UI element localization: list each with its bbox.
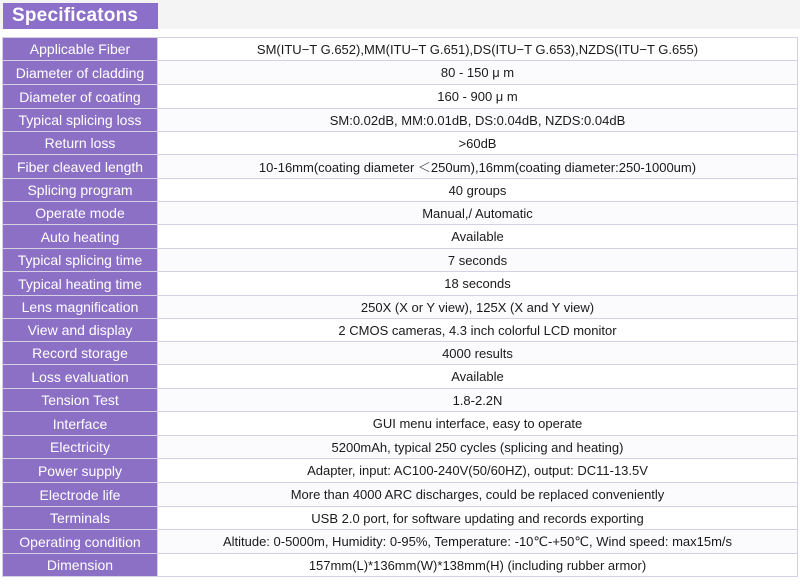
- table-row: [3, 225, 798, 249]
- spec-value: Available: [158, 225, 798, 249]
- spec-label: Record storage: [3, 342, 158, 365]
- spec-value: 250X (X or Y view), 125X (X and Y view): [158, 296, 798, 319]
- spec-value: Available: [158, 365, 798, 389]
- table-row: [3, 38, 798, 61]
- spec-label: Typical splicing time: [3, 249, 158, 272]
- spec-label: Tension Test: [3, 389, 158, 412]
- spec-value: 157mm(L)*136mm(W)*138mm(H) (including rubber armor): [158, 554, 798, 577]
- table-row: [3, 319, 798, 342]
- spec-label: Auto heating: [3, 225, 158, 249]
- spec-value: Altitude: 0-5000m, Humidity: 0-95%, Temperature: -10℃-+50℃, Wind speed: max15m/s: [158, 530, 798, 554]
- table-row: [3, 202, 798, 225]
- spec-label: Typical splicing loss: [3, 109, 158, 132]
- spec-label: Diameter of coating: [3, 85, 158, 109]
- spec-value: 18 seconds: [158, 272, 798, 296]
- spec-label: Typical heating time: [3, 272, 158, 296]
- divider: [0, 31, 800, 36]
- spec-value: 160 - 900 μ m: [158, 85, 798, 109]
- table-row: [3, 554, 798, 577]
- spec-value: 10-16mm(coating diameter ＜250um),16mm(coating diameter:250-1000um): [158, 155, 798, 179]
- spec-label: View and display: [3, 319, 158, 342]
- spec-value: USB 2.0 port, for software updating and records exporting: [158, 507, 798, 530]
- spec-label: Return loss: [3, 132, 158, 155]
- spec-value: 2 CMOS cameras, 4.3 inch colorful LCD monitor: [158, 319, 798, 342]
- page-title: Specificatons: [3, 3, 158, 29]
- spec-value: >60dB: [158, 132, 798, 155]
- table-row: [3, 412, 798, 436]
- spec-value: 1.8-2.2N: [158, 389, 798, 412]
- spec-label: Diameter of cladding: [3, 61, 158, 85]
- spec-label: Interface: [3, 412, 158, 436]
- spec-label: Loss evaluation: [3, 365, 158, 389]
- spec-value: SM(ITU−T G.652),MM(ITU−T G.651),DS(ITU−T G.653),NZDS(ITU−T G.655): [158, 38, 798, 61]
- table-row: [3, 296, 798, 319]
- spec-value: More than 4000 ARC discharges, could be replaced conveniently: [158, 483, 798, 507]
- table-row: [3, 459, 798, 483]
- spec-table-body: [3, 38, 798, 577]
- spec-label: Terminals: [3, 507, 158, 530]
- spec-value: Manual,/ Automatic: [158, 202, 798, 225]
- spec-label: Lens magnification: [3, 296, 158, 319]
- table-row: [3, 249, 798, 272]
- spec-label: Power supply: [3, 459, 158, 483]
- table-row: [3, 389, 798, 412]
- spec-value: SM:0.02dB, MM:0.01dB, DS:0.04dB, NZDS:0.04dB: [158, 109, 798, 132]
- spec-value: 40 groups: [158, 179, 798, 202]
- spec-label: Fiber cleaved length: [3, 155, 158, 179]
- table-row: [3, 365, 798, 389]
- header-bar: [0, 0, 800, 29]
- spec-value: 7 seconds: [158, 249, 798, 272]
- spec-label: Operate mode: [3, 202, 158, 225]
- table-row: [3, 436, 798, 459]
- spec-label: Dimension: [3, 554, 158, 577]
- table-row: [3, 109, 798, 132]
- spec-value: 80 - 150 μ m: [158, 61, 798, 85]
- spec-value: GUI menu interface, easy to operate: [158, 412, 798, 436]
- table-row: [3, 342, 798, 365]
- table-row: [3, 61, 798, 85]
- spec-label: Splicing program: [3, 179, 158, 202]
- table-row: [3, 179, 798, 202]
- spec-value: Adapter, input: AC100-240V(50/60HZ), output: DC11-13.5V: [158, 459, 798, 483]
- spec-value: 4000 results: [158, 342, 798, 365]
- spec-value: 5200mAh, typical 250 cycles (splicing and heating): [158, 436, 798, 459]
- spec-label: Electrode life: [3, 483, 158, 507]
- spec-label: Operating condition: [3, 530, 158, 554]
- spec-table: [2, 37, 798, 577]
- table-row: [3, 483, 798, 507]
- table-row: [3, 155, 798, 179]
- spec-label: Applicable Fiber: [3, 38, 158, 61]
- table-row: [3, 507, 798, 530]
- table-row: [3, 272, 798, 296]
- table-row: [3, 530, 798, 554]
- table-row: [3, 85, 798, 109]
- spec-label: Electricity: [3, 436, 158, 459]
- table-row: [3, 132, 798, 155]
